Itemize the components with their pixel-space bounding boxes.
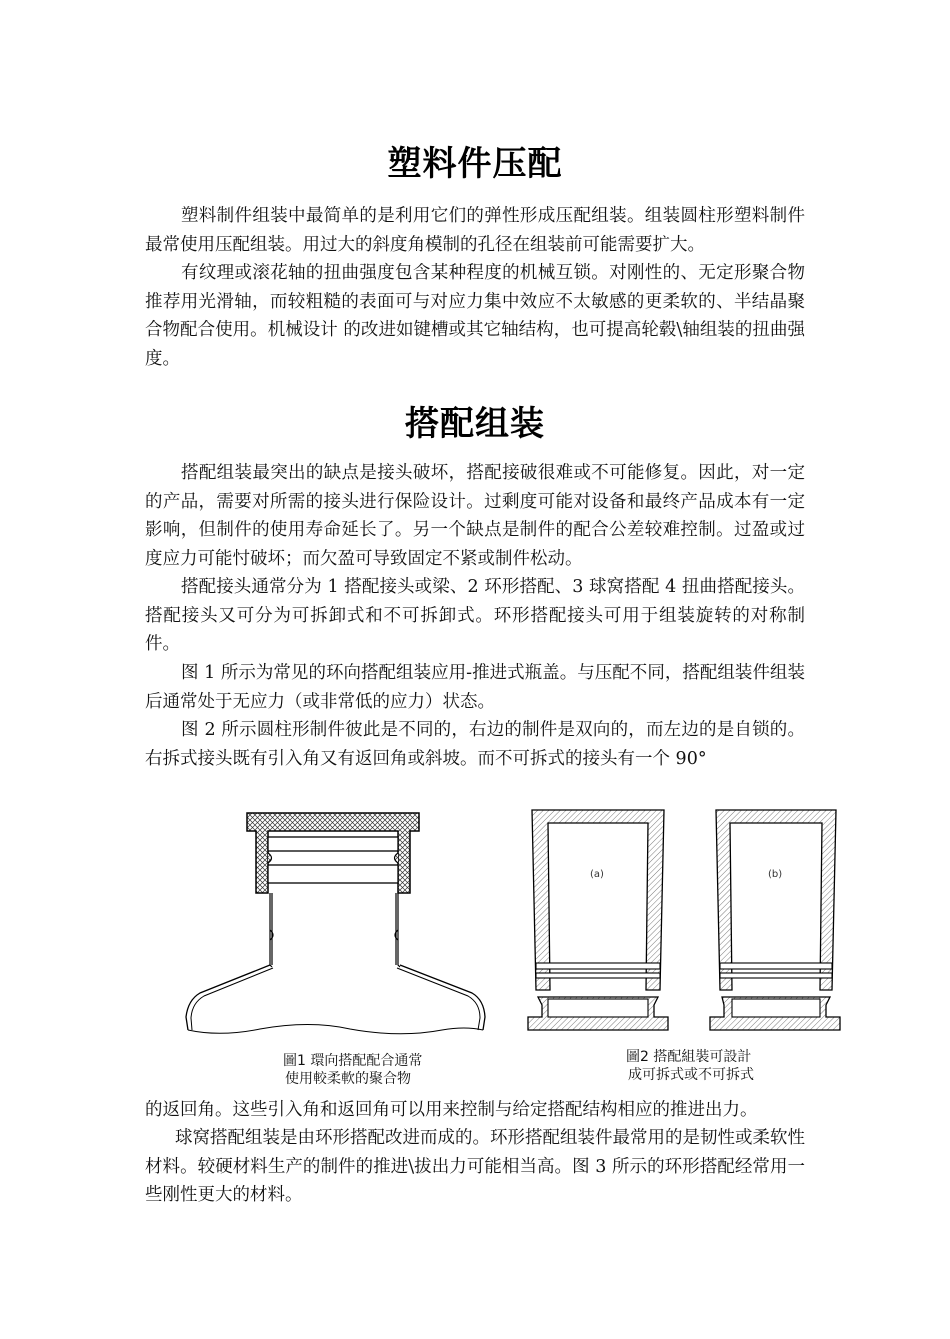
caption-line: 圖1 環向搭配配合通常 bbox=[283, 1053, 423, 1069]
paragraph: 图 2 所示圆柱形制件彼此是不同的，右边的制件是双向的，而左边的是自锁的。右拆式接头既有引入角又有返回角或斜坡。而不可拆式的接头有一个 90° bbox=[145, 720, 805, 769]
paragraph: 图 1 所示为常见的环向搭配组装应用-推进式瓶盖。与压配不同，搭配组装件组装后通常处于无应力（或非常低的应力）状态。 bbox=[145, 663, 805, 712]
figure-1-bottle-cap-drawing bbox=[180, 805, 500, 1040]
figure-2-label-b: (b) bbox=[768, 869, 783, 880]
figure-2-cylinder-snap-drawing bbox=[520, 805, 860, 1035]
figure-2-caption bbox=[626, 1048, 754, 1084]
paragraph: 搭配接头通常分为 1 搭配接头或梁、2 环形搭配、3 球窝搭配 4 扭曲搭配接头。搭配接头又可分为可拆卸式和不可拆卸式。环形搭配接头可用于组装旋转的对称制件。 bbox=[145, 577, 805, 654]
section-title-snap-fit: 搭配组装 bbox=[405, 404, 545, 444]
section-title-press-fit: 塑料件压配 bbox=[387, 144, 563, 184]
caption-line: 成可拆式或不可拆式 bbox=[628, 1067, 754, 1083]
paragraph: 的返回角。这些引入角和返回角可以用来控制与给定搭配结构相应的推进出力。 bbox=[145, 1100, 758, 1120]
paragraph: 搭配组装最突出的缺点是接头破坏，搭配接破很难或不可能修复。因此，对一定的产品，需要对所需的接头进行保险设计。过剩度可能对设备和最终产品成本有一定影响，但制件的使用寿命延长了。另一个缺点是制件的配合公差较难控制。过盈或过度应力可能忖破坏；而欠盈可导致固定不紧或制件松动。 bbox=[145, 463, 805, 569]
caption-line: 使用較柔軟的聚合物 bbox=[285, 1071, 411, 1087]
paragraph: 有纹理或滚花轴的扭曲强度包含某种程度的机械互锁。对刚性的、无定形聚合物推荐用光滑轴，而较粗糙的表面可与对应力集中效应不太敏感的更柔软的、半结晶聚合物配合使用。机械设计 的改进如键槽或其它轴结构，也可提高轮毂\轴组装的扭曲强度。 bbox=[145, 263, 805, 369]
paragraph: 球窝搭配组装是由环形搭配改进而成的。环形搭配组装件最常用的是韧性或柔软性材料。较硬材料生产的制件的推进\拔出力可能相当高。图 3 所示的环形搭配经常用一些刚性更大的材料。 bbox=[145, 1128, 805, 1205]
paragraph: 塑料制件组装中最简单的是利用它们的弹性形成压配组装。组装圆柱形塑料制件最常使用压配组装。用过大的斜度角模制的孔径在组装前可能需要扩大。 bbox=[145, 206, 805, 255]
figure-2-label-a: (a) bbox=[590, 869, 604, 880]
figure-1-caption bbox=[283, 1052, 422, 1088]
caption-line: 圖2 搭配組裝可設計 bbox=[626, 1049, 752, 1065]
